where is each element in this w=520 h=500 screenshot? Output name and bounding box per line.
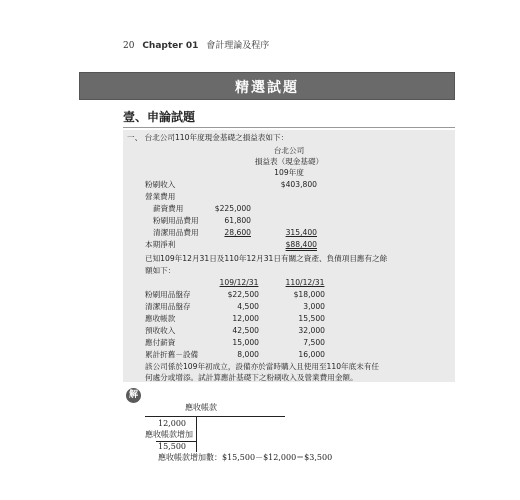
question-box [123, 130, 455, 382]
statement-title: 損益表（現金基礎） [254, 157, 324, 166]
income-row-col1: $225,000 [214, 204, 251, 213]
banner-title: 精選試題 [235, 80, 299, 96]
section-title: 壹、申論試題 [123, 110, 196, 124]
income-row-label: 本期淨利 [145, 240, 176, 249]
closing-line: 何處分或增添。試計算應計基礎下之粉刷收入及營業費用金額。 [145, 373, 358, 382]
statement-period: 109年度 [274, 168, 304, 177]
income-row-col2: $88,400 [285, 240, 317, 249]
balance-row-value-110: $18,000 [293, 290, 325, 299]
t-account-debit-beginning: 12,000 [158, 419, 186, 428]
income-row-label: 清潔用品費用 [153, 228, 199, 237]
income-row-label: 粉刷收入 [145, 180, 176, 189]
balance-row-value-109: 8,000 [237, 350, 259, 359]
income-row-col2: $403,800 [280, 180, 317, 189]
question-prompt: 一、 台北公司110年度現金基礎之損益表如下： [127, 133, 289, 142]
balance-row-value-110: 3,000 [303, 302, 325, 311]
statement-company: 台北公司 [273, 146, 305, 155]
t-account-center-line [196, 416, 197, 452]
section-divider [123, 127, 455, 128]
balance-row-label: 清潔用品盤存 [145, 302, 191, 311]
balance-row-value-109: $22,500 [227, 290, 259, 299]
t-account-top-line [145, 416, 285, 417]
page-header [123, 38, 269, 51]
t-account-title: 應收帳款 [185, 403, 217, 412]
solution-icon: 解 [126, 388, 141, 403]
balance-row-label: 應收帳款 [145, 314, 176, 323]
t-account-debit-ending: 15,500 [158, 442, 186, 451]
balance-row-label: 累計折舊－設備 [145, 350, 199, 359]
page-number: 20 [123, 41, 135, 51]
balance-row-label: 粉刷用品盤存 [145, 290, 191, 299]
balance-row-value-109: 15,000 [232, 338, 259, 347]
solution-formula: 應收帳款增加數：$15,500－$12,000＝$3,500 [158, 453, 333, 462]
balance-header: 110/12/31 [285, 278, 325, 287]
income-row-label: 粉刷用品費用 [153, 216, 199, 225]
income-row-label: 營業費用 [145, 192, 176, 201]
balance-row-value-109: 12,000 [232, 314, 259, 323]
info-line: 已知109年12月31日及110年12月31日有關之資產、負債項目應有之餘 [145, 254, 388, 263]
section-banner [79, 72, 455, 100]
balance-row-value-109: 42,500 [232, 326, 259, 335]
t-account-debit-label: 應收帳款增加 [145, 430, 193, 439]
balance-header: 109/12/31 [219, 278, 259, 287]
income-row-col1: 61,800 [224, 216, 251, 225]
balance-row-value-109: 4,500 [237, 302, 259, 311]
balance-row-value-110: 7,500 [303, 338, 325, 347]
info-line: 額如下： [145, 266, 176, 275]
balance-row-label: 預收收入 [145, 326, 176, 335]
income-row-label: 薪資費用 [153, 204, 184, 213]
chapter-label: Chapter 01 [142, 41, 199, 51]
closing-line: 該公司係於109年初成立，設備亦於當時購入且使用至110年底未有任 [145, 362, 380, 371]
balance-row-value-110: 16,000 [298, 350, 325, 359]
balance-row-label: 應付薪資 [145, 338, 176, 347]
income-row-col1: 28,600 [224, 228, 251, 237]
chapter-title: 會計理論及程序 [206, 41, 270, 51]
balance-row-value-110: 15,500 [298, 314, 325, 323]
income-row-col2: 315,400 [285, 228, 317, 237]
balance-row-value-110: 32,000 [298, 326, 325, 335]
